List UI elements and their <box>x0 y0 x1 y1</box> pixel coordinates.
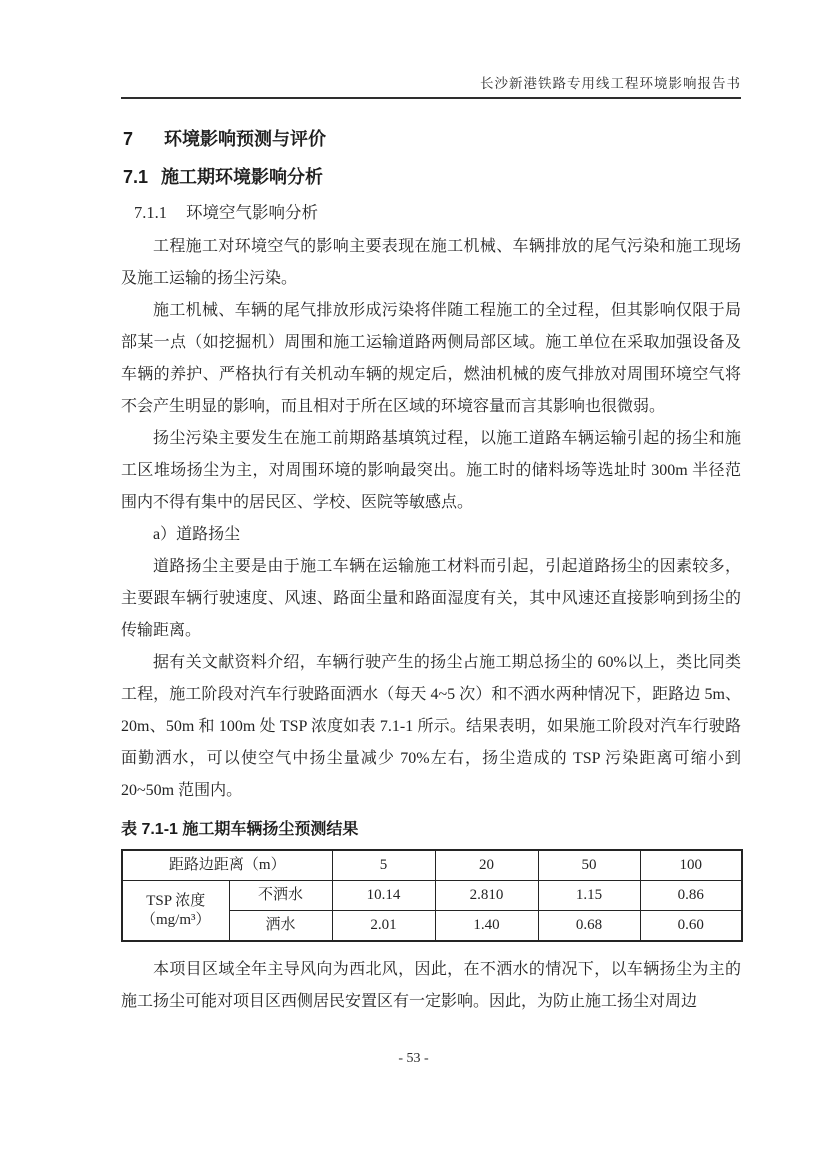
tsp-label-line2: （mg/m³） <box>141 911 211 928</box>
paragraph: 施工机械、车辆的尾气排放形成污染将伴随工程施工的全过程，但其影响仅限于局部某一点（如挖掘机）周围和施工运输道路两侧局部区域。施工单位在采取加强设备及车辆的养护、严格执行有关机动车辆的规定后，燃油机械的废气排放对周围环境空气将不会产生明显的影响，而且相对于所在区域的环境容量而言其影响也很微弱。 <box>121 302 741 415</box>
dust-prediction-table <box>121 849 743 942</box>
heading-chapter <box>123 127 741 151</box>
heading-chapter-number: 7 <box>123 129 134 149</box>
heading-subsection <box>134 202 741 224</box>
paragraph: 据有关文献资料介绍，车辆行驶产生的扬尘占施工期总扬尘的 60%以上，类比同类工程，施工阶段对汽车行驶路面洒水（每天 4~5 次）和不洒水两种情况下，距路边 5m、20m、50m 和 100m 处 TSP 浓度如表 7.1-1 所示。结果表明，如果施工阶段对汽车行驶路面勤洒水，可以使空气中扬尘量减少 70%左右，扬尘造成的 TSP 污染距离可缩小到 20~50m 范围内。 <box>121 654 741 799</box>
heading-section-number: 7.1 <box>123 167 149 187</box>
paragraph: 工程施工对环境空气的影响主要表现在施工机械、车辆排放的尾气污染和施工现场及施工运输的扬尘污染。 <box>121 238 741 287</box>
page-footer <box>0 1051 827 1067</box>
section-label-a: a）道路扬尘 <box>153 526 241 543</box>
cell-value: 1.15 <box>538 881 640 911</box>
heading-section <box>123 165 741 189</box>
cell-value: 0.60 <box>640 911 742 942</box>
cell-value: 0.86 <box>640 881 742 911</box>
heading-section-text: 施工期环境影响分析 <box>161 167 323 187</box>
cell-value: 1.40 <box>435 911 538 942</box>
table-row <box>122 881 742 911</box>
header-title: 长沙新港铁路专用线工程环境影响报告书 <box>480 76 741 91</box>
table-header-distance-50: 50 <box>538 850 640 881</box>
heading-subsection-number: 7.1.1 <box>134 203 167 222</box>
cell-value: 2.01 <box>332 911 435 942</box>
heading-subsection-text: 环境空气影响分析 <box>186 203 318 222</box>
row-label-watering: 洒水 <box>229 911 332 942</box>
paragraph: 本项目区域全年主导风向为西北风，因此，在不洒水的情况下，以车辆扬尘为主的施工扬尘可能对项目区西侧居民安置区有一定影响。因此，为防止施工扬尘对周边 <box>121 961 741 1010</box>
table-rowgroup-tsp-label <box>122 881 229 942</box>
page-content <box>121 0 741 1018</box>
table-header-distance-20: 20 <box>435 850 538 881</box>
heading-chapter-text: 环境影响预测与评价 <box>164 129 326 149</box>
cell-value: 2.810 <box>435 881 538 911</box>
row-label-no-watering: 不洒水 <box>229 881 332 911</box>
table-header-distance-label: 距路边距离（m） <box>122 850 332 881</box>
paragraph: 扬尘污染主要发生在施工前期路基填筑过程，以施工道路车辆运输引起的扬尘和施工区堆场扬尘为主，对周围环境的影响最突出。施工时的储料场等选址时 300m 半径范围内不得有集中的居民区、学校、医院等敏感点。 <box>121 430 741 511</box>
cell-value: 10.14 <box>332 881 435 911</box>
table-caption: 表 7.1-1 施工期车辆扬尘预测结果 <box>121 821 359 838</box>
table-header-row <box>122 850 742 881</box>
table-header-distance-100: 100 <box>640 850 742 881</box>
paragraph: 道路扬尘主要是由于施工车辆在运输施工材料而引起，引起道路扬尘的因素较多，主要跟车辆行驶速度、风速、路面尘量和路面湿度有关，其中风速还直接影响到扬尘的传输距离。 <box>121 558 741 639</box>
cell-value: 0.68 <box>538 911 640 942</box>
page-number: - 53 - <box>398 1051 429 1066</box>
tsp-label-line1: TSP 浓度 <box>146 892 206 909</box>
header-rule <box>121 97 741 99</box>
table-header-distance-5: 5 <box>332 850 435 881</box>
